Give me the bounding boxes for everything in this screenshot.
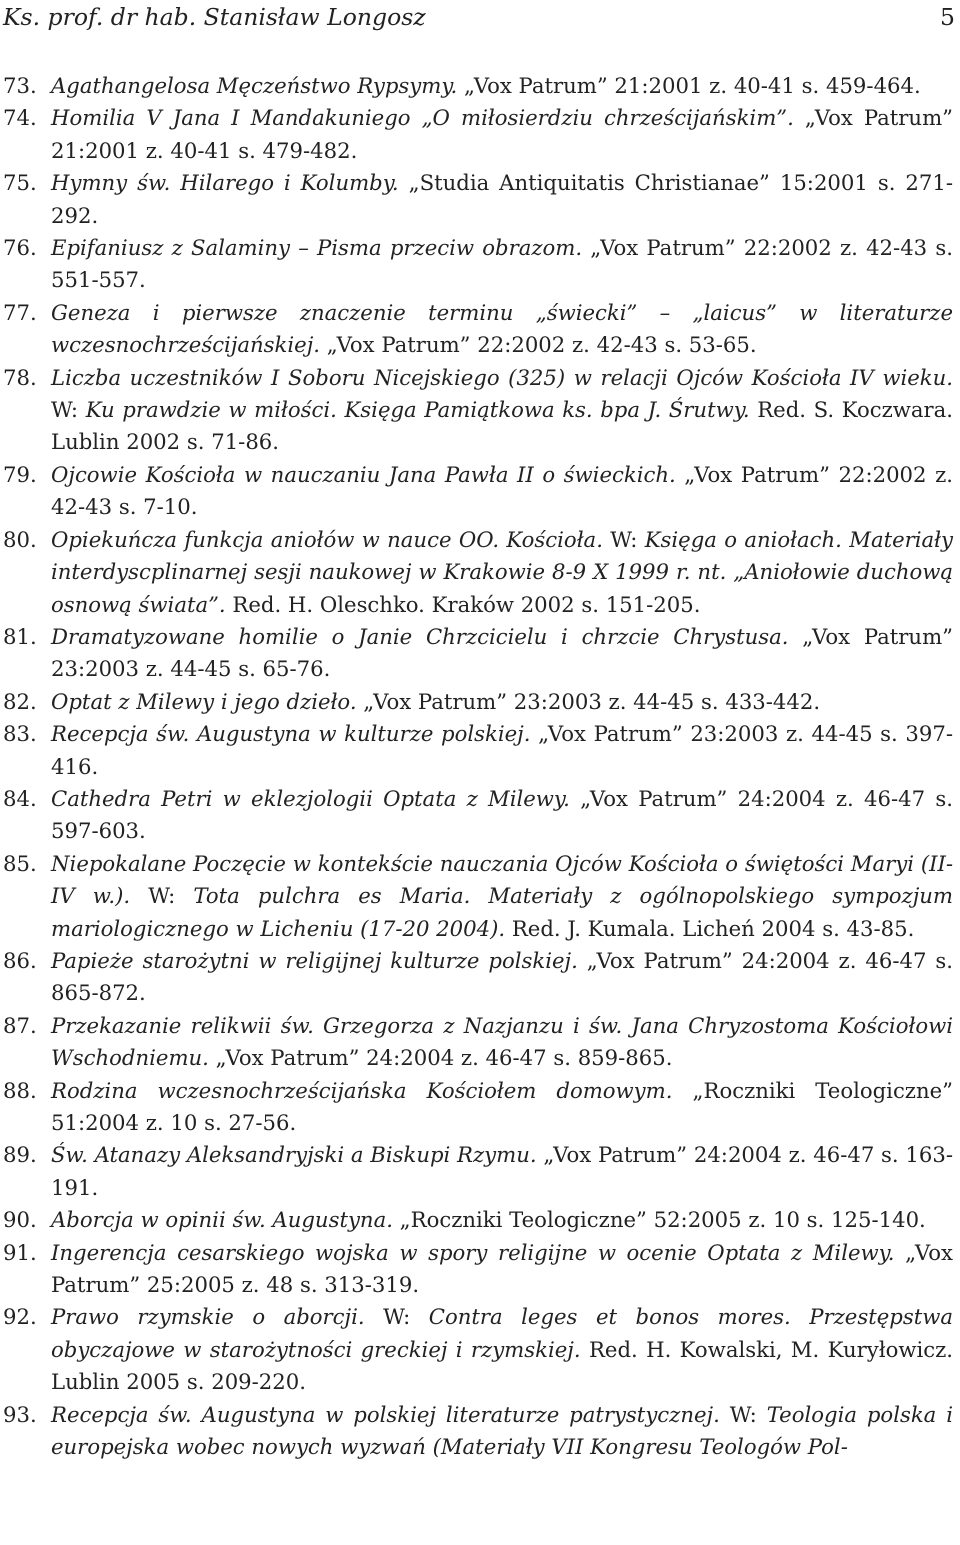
entry-citation-text: Red. H. Oleschko. Kraków 2002 s. 151-205. [225,591,701,617]
entry-citation-text: Red. S. Koczwara. Lublin 2002 s. 71-86. [51,397,954,455]
bibliography-entry [3,1301,953,1398]
entry-citation-text: „Vox Patrum” 23:2003 z. 44-45 s. 433-442. [356,688,821,714]
bibliography-entry [3,297,953,362]
entry-number: 87. [3,1012,37,1038]
entry-title-text: Ingerencja cesarskiego wojska w spory religijne w ocenie Optata z Milewy. [51,1239,895,1265]
page-number: 5 [940,3,955,31]
entry-title-text: Hymny św. Hilarego i Kolumby. [51,170,399,196]
entry-number: 79. [3,461,37,487]
entry-citation-text: „Roczniki Teologiczne” 51:2004 z. 10 s. 27-56. [51,1077,953,1135]
entry-citation-text: W: [602,526,645,552]
entry-title-text: Ku prawdzie w miłości. Księga Pamiątkowa ks. bpa J. Śrutwy. [85,397,750,423]
bibliography-entry [3,102,953,167]
bibliography-entry [3,1237,953,1302]
entry-citation-text: „Vox Patrum” 21:2001 z. 40-41 s. 459-464. [457,73,921,98]
bibliography-entry [3,459,953,524]
entry-number: 84. [3,785,37,811]
entry-number: 80. [3,526,37,552]
entry-title-text: Geneza i pierwsze znaczenie terminu „świecki” – „laicus” w literaturze wczesnochrześcijańskiej. [51,299,953,358]
entry-citation-text: Red. H. Kowalski, M. Kuryłowicz. Lublin 2005 s. 209-220. [51,1336,953,1395]
entry-citation-text: „Vox Patrum” 22:2002 z. 42-43 s. 7-10. [51,461,953,520]
bibliography-entry [3,1010,953,1075]
bibliography-entry [3,167,953,232]
entry-number: 92. [3,1304,37,1330]
entry-citation-text: „Vox Patrum” 24:2004 z. 46-47 s. 597-603. [51,785,953,844]
entry-citation-text: „Vox Patrum” 25:2005 z. 48 s. 313-319. [51,1239,953,1298]
bibliography-entry [3,686,953,718]
bibliography-entry [3,783,953,848]
entry-title-text: Recepcja św. Augustyna w polskiej literaturze patrystycznej. [51,1401,720,1427]
entry-number: 93. [3,1401,37,1427]
entry-number: 73. [3,73,37,98]
entry-title-text: Cathedra Petri w eklezjologii Optata z Milewy. [51,785,570,811]
entry-citation-text: „Vox Patrum” 21:2001 z. 40-41 s. 479-482. [51,105,953,163]
bibliography-entry [3,1075,953,1140]
bibliography-entry [3,1139,953,1204]
bibliography-entry [3,362,953,459]
entry-citation-text: W: [719,1401,767,1427]
entry-citation-text: W: [51,397,86,423]
bibliography-entry [3,848,953,945]
entry-title-text: Księga o aniołach. Materiały interdyscplinarnej sesji naukowej w Krakowie 8-9 X 1999 r. nt. „Aniołowie duchową osnową świata”. [51,526,954,617]
entry-number: 90. [3,1207,37,1233]
bibliography-entry [3,232,953,297]
entry-title-text: Homilia V Jana I Mandakuniego „O miłosierdziu chrześcijańskim”. [51,105,794,131]
entry-number: 89. [3,1142,37,1168]
bibliography-entry [3,945,953,1010]
bibliography-list [3,70,953,1463]
entry-title-text: Niepokalane Poczęcie w kontekście nauczania Ojców Kościoła o świętości Maryi (II-IV w.). [51,850,953,909]
bibliography-entry [3,1204,953,1236]
entry-number: 76. [3,235,37,261]
entry-citation-text: „Studia Antiquitatis Christianae” 15:2001 s. 271-292. [51,170,953,228]
bibliography-entry [3,524,953,621]
entry-title-text: Prawo rzymskie o aborcji. [51,1304,365,1330]
entry-number: 77. [3,299,37,325]
entry-number: 91. [3,1239,37,1265]
entry-number: 88. [3,1077,37,1103]
entry-citation-text: „Vox Patrum” 23:2003 z. 44-45 s. 397-416. [51,721,954,779]
entry-title-text: Przekazanie relikwii św. Grzegorza z Nazjanzu i św. Jana Chryzostoma Kościołowi Wschodniemu. [51,1012,953,1071]
entry-citation-text: W: [130,883,194,909]
bibliography-entry [3,621,953,686]
entry-number: 78. [3,364,37,390]
entry-citation-text: „Vox Patrum” 24:2004 z. 46-47 s. 859-865. [208,1045,673,1071]
entry-number: 74. [3,105,37,131]
entry-title-text: Agathangelosa Męczeństwo Rypsymy. [51,73,458,98]
entry-number: 83. [3,721,37,747]
entry-citation-text: Red. J. Kumala. Licheń 2004 s. 43-85. [505,915,915,941]
entry-citation-text: „Vox Patrum” 24:2004 z. 46-47 s. 865-872. [51,947,953,1006]
entry-title-text: Tota pulchra es Maria. Materiały z ogólnopolskiego sympozjum mariologicznego w Licheniu (17-20 2004). [51,883,954,941]
entry-number: 82. [3,688,37,714]
entry-citation-text: „Vox Patrum” 23:2003 z. 44-45 s. 65-76. [51,623,953,682]
entry-title-text: Rodzina wczesnochrześcijańska Kościołem domowym. [51,1077,673,1103]
entry-title-text: Contra leges et bonos mores. Przestępstwa obyczajowe w starożytności greckiej i rzymskiej. [51,1304,953,1362]
bibliography-entry [3,718,953,783]
entry-title-text: Ojcowie Kościoła w nauczaniu Jana Pawła II o świeckich. [51,461,676,487]
entry-title-text: Optat z Milewy i jego dzieło. [51,688,357,714]
entry-title-text: Liczba uczestników I Soboru Nicejskiego (325) w relacji Ojców Kościoła IV wieku. [51,364,953,390]
page-header [0,0,960,40]
running-title: Ks. prof. dr hab. Stanisław Longosz [3,3,426,31]
entry-number: 86. [3,947,37,973]
entry-title-text: Św. Atanazy Aleksandryjski a Biskupi Rzymu. [51,1142,537,1168]
entry-number: 81. [3,623,37,649]
entry-citation-text: W: [364,1304,429,1330]
entry-number: 85. [3,850,37,876]
entry-title-text: Teologia polska i europejska wobec nowych wyzwań (Materiały VII Kongresu Teologów Pol- [51,1401,953,1460]
entry-title-text: Dramatyzowane homilie o Janie Chrzcicielu i chrzcie Chrystusa. [51,623,789,649]
entry-title-text: Opiekuńcza funkcja aniołów w nauce OO. Kościoła. [51,526,603,552]
entry-citation-text: „Vox Patrum” 24:2004 z. 46-47 s. 163-191. [51,1142,953,1200]
entry-number: 75. [3,170,37,196]
entry-citation-text: „Vox Patrum” 22:2002 z. 42-43 s. 53-65. [320,332,757,358]
entry-title-text: Epifaniusz z Salaminy – Pisma przeciw obrazom. [51,235,583,261]
bibliography-entry [3,70,953,102]
entry-title-text: Papieże starożytni w religijnej kulturze polskiej. [51,947,578,973]
entry-citation-text: „Vox Patrum” 22:2002 z. 42-43 s. 551-557. [51,235,953,293]
entry-citation-text: „Roczniki Teologiczne” 52:2005 z. 10 s. 125-140. [392,1207,926,1233]
entry-title-text: Aborcja w opinii św. Augustyna. [51,1207,393,1233]
bibliography-entry [3,1399,953,1464]
entry-title-text: Recepcja św. Augustyna w kulturze polskiej. [51,721,531,747]
